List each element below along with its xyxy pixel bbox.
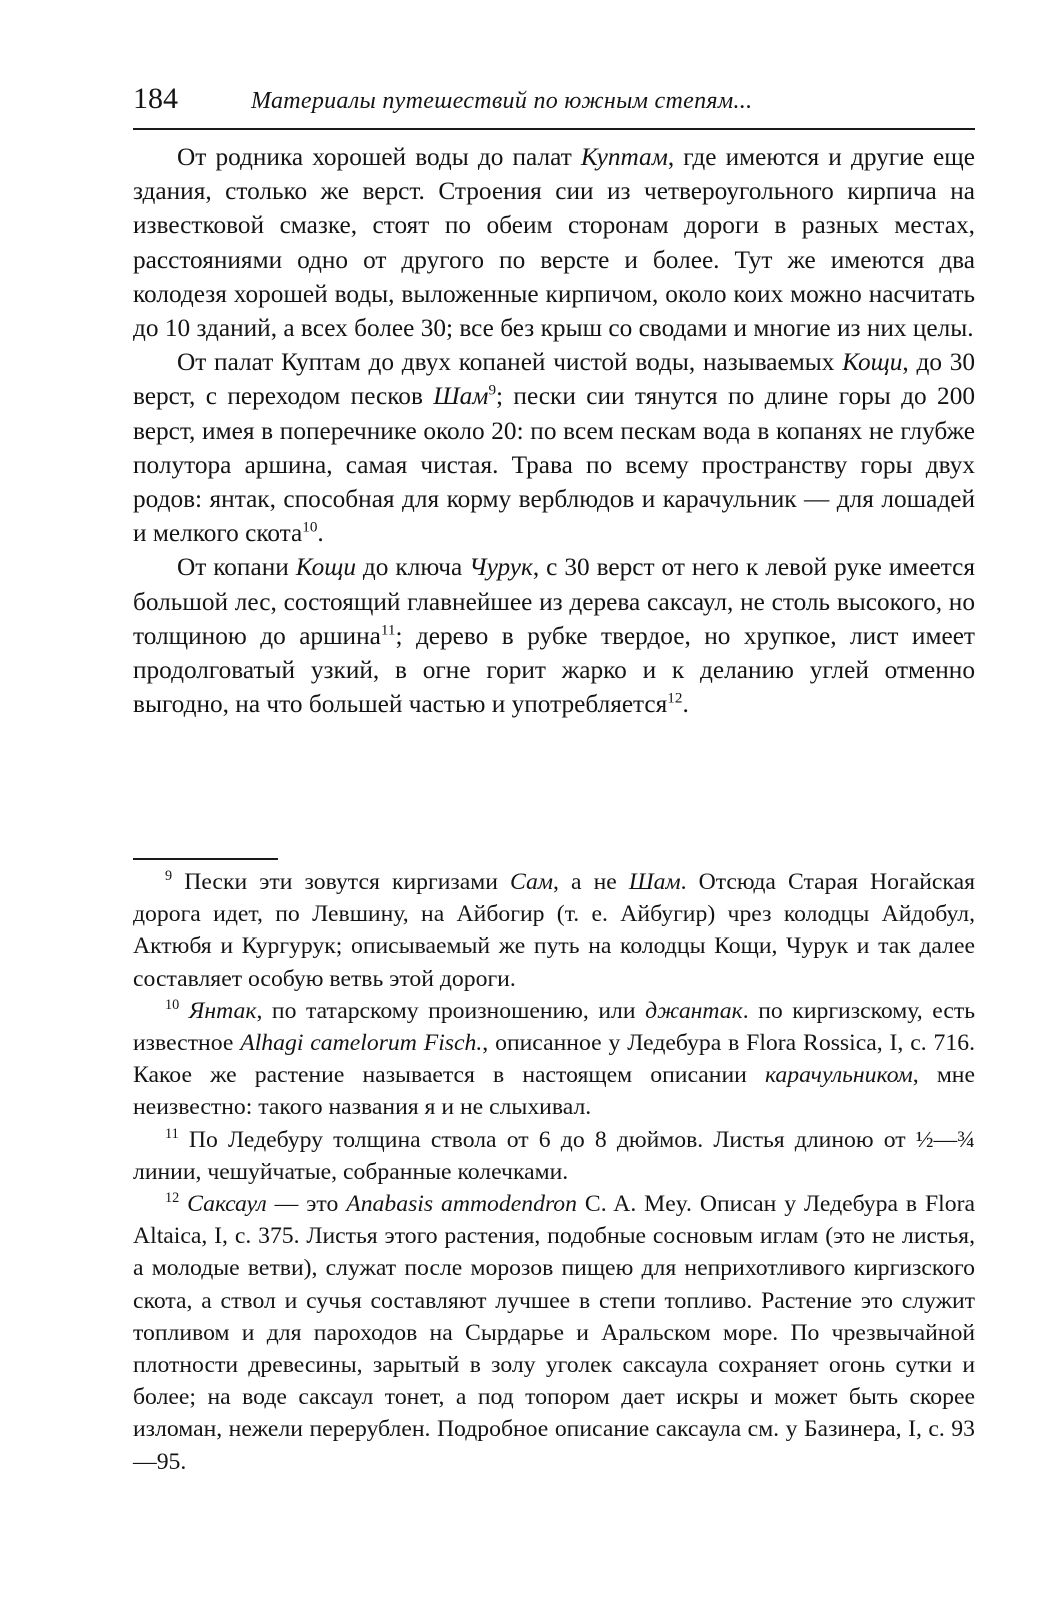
footnote-11 (133, 1124, 975, 1188)
text-run: Пески эти зовутся киргизами (172, 869, 511, 895)
text-run: , с 30 верст от него к левой руке имеется большой лес, состоящий главнейшее из дерева саксаул, не столь высокого, но толщиною до аршина (133, 553, 976, 650)
running-title: Материалы путешествий по южным степям... (251, 88, 753, 114)
text-run: , где имеются и другие еще здания, столько же верст. Строения сии из четвероугольного кирпича на известковой смазке, стоят по обеим сторонам дороги в разных местах, расстояниями одно от другого по версте и более. Тут же имеются два колодезя хорошей воды, выложенные кирпичом, около коих можно насчитать до 10 зданий, а всех более 30; все без крыш со сводами и многие из них целы. (133, 143, 975, 343)
place-name: Кощи (842, 348, 903, 377)
text-run: От копани (177, 553, 296, 582)
place-name: Чурук (469, 553, 533, 582)
footnote-ref: 12 (667, 689, 683, 707)
paragraph-3 (133, 550, 975, 721)
italic-term: Янтак (188, 997, 257, 1024)
text-run: , описанное у Ледебура в Flora Rossica, I, с. 716. Какое же растение называется в настоящем описании (133, 1030, 975, 1089)
text-run: C. A. Mey. Описан у Ледебура в Flora Altaica, I, с. 375. Листья этого растения, подобные сосновым иглам (это не листья, а молодые ветви), служат после морозов пищею для неприхотливого киргизского скота, а ствол и сучья составляют лучшее в степи топливо. Растение это служит топливом и для пароходов на Сырдарье и Аральском море. По чрезвычайной плотности древесины, зарытый в золу уголек саксаула сохраняет огонь сутки и более; на воде саксаул тонет, а под топором дает искры и может быть скорее изломан, нежели перерублен. Подробное описание саксаула см. у Базинера, I, с. 93—95. (133, 1191, 975, 1475)
italic-term: Alhagi camelorum Fisch. (240, 1030, 483, 1057)
footnote-ref: 11 (380, 621, 396, 639)
italic-term: карачульником (764, 1062, 913, 1089)
footnote-9 (133, 866, 975, 995)
text-run: , до 30 верст, с переходом песков (133, 348, 975, 411)
italic-term: Саксаул (187, 1191, 267, 1218)
text-run: . (317, 519, 324, 548)
footnote-ref: 10 (302, 518, 318, 536)
text-run: По Ледебуру толщина ствола от 6 до 8 дюймов. Листья длиною от ½—¾ линии, чешуйчатые, собранные колечками. (133, 1126, 975, 1185)
footnote-number: 10 (165, 996, 180, 1013)
footnote-number: 12 (165, 1190, 180, 1207)
main-text (133, 140, 975, 721)
text-run: ; пески сии тянутся по длине горы до 200 верст, имея в поперечнике около 20: по всем пескам вода в копанях не глубже полутора аршина, самая чистая. Трава по всему пространству горы двух родов: янтак, способная для корму верблюдов и карачульник — для лошадей и мелкого скота (133, 382, 975, 548)
text-run: . Отсюда Старая Ногайская дорога идет, по Левшину, на Айбогир (т. е. Айбугир) чрез колодцы Айдобул, Актюбя и Кургурук; описываемый же путь на колодцы Кощи, Чурук и так далее составляет особую ветвь этой дороги. (133, 869, 975, 992)
italic-term: джантак (645, 997, 743, 1024)
place-name: Куптам (580, 143, 668, 171)
italic-term: Сам (510, 869, 553, 895)
page-number: 184 (133, 82, 178, 115)
footnote-number: 9 (165, 868, 173, 885)
text-run: От родника хорошей воды до палат (177, 143, 581, 171)
book-page (133, 82, 976, 1475)
footnote-ref: 9 (488, 382, 497, 399)
page-header (133, 82, 975, 126)
footnotes (133, 866, 975, 1478)
paragraph-1 (133, 140, 975, 345)
footnote-12 (133, 1188, 975, 1478)
text-run: , а не (552, 869, 629, 895)
text-run: . по киргизскому, есть известное (133, 997, 976, 1057)
text-run: . (682, 690, 689, 719)
paragraph-2 (133, 345, 975, 550)
italic-term: Anabasis ammodendron (346, 1191, 577, 1218)
text-run: ; дерево в рубке твердое, но хрупкое, лист имеет продолговатый узкий, в огне горит жарко и к деланию углей отменно выгодно, на что большей частью и употребляется (133, 621, 975, 719)
text-run: , мне неизвестно: такого названия я и не слыхивал. (133, 1062, 975, 1121)
header-rule (133, 128, 975, 130)
text-run: , по татарскому произношению, или (256, 997, 646, 1024)
place-name: Шам (433, 382, 489, 411)
place-name: Кощи (295, 553, 356, 582)
footnote-separator (133, 858, 278, 860)
footnote-number: 11 (165, 1125, 179, 1142)
text-run: От палат Куптам до двух копаней чистой воды, называемых (177, 348, 843, 377)
text-run: до ключа (355, 553, 470, 582)
footnote-10 (133, 995, 975, 1124)
text-run: — это (266, 1191, 347, 1218)
italic-term: Шам (628, 869, 681, 895)
